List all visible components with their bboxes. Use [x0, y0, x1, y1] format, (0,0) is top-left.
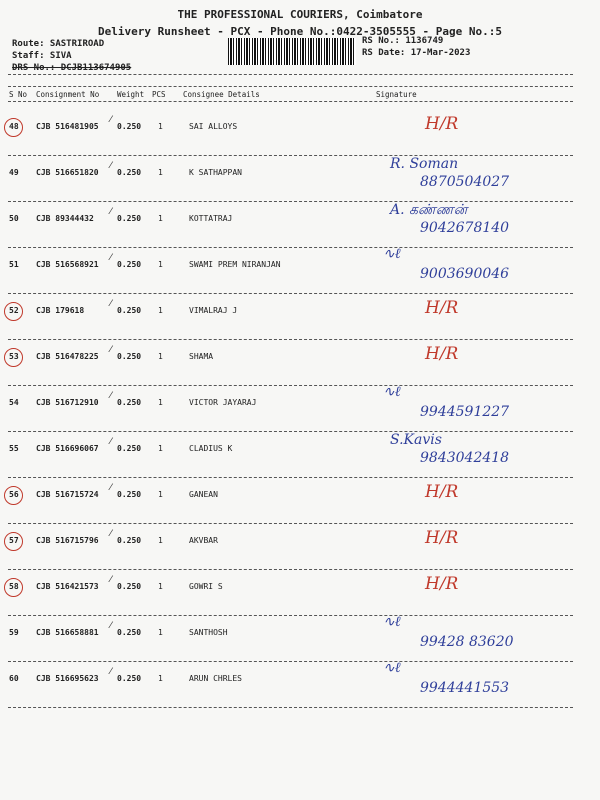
row-sno: 48 — [9, 122, 19, 131]
row-sno: 59 — [9, 628, 19, 637]
row-weight: 0.250 — [117, 168, 142, 177]
row-pcs: 1 — [158, 214, 163, 223]
row-sno: 55 — [9, 444, 19, 453]
route-label: Route: SASTRIROAD — [12, 39, 105, 49]
tick-mark: ⁄ — [110, 621, 112, 631]
row-consignment-no: CJB 516568921 — [36, 260, 99, 269]
row-consignee: KOTTATRAJ — [189, 214, 233, 223]
row-pcs: 1 — [158, 260, 163, 269]
row-consignee: SANTHOSH — [189, 628, 228, 637]
row-weight: 0.250 — [117, 490, 142, 499]
signature-text: 99428 83620 — [420, 634, 514, 650]
signature-text: A. கண்ணன் — [390, 202, 468, 218]
row-consignment-no: CJB 516481905 — [36, 122, 99, 131]
row-consignment-no: CJB 516696067 — [36, 444, 99, 453]
row-sno: 52 — [9, 306, 19, 315]
row-consignee: GOWRI S — [189, 582, 223, 591]
row-consignment-no: CJB 516651820 — [36, 168, 99, 177]
runsheet-title: THE PROFESSIONAL COURIERS, Coimbatore — [177, 8, 423, 21]
tick-mark: ⁄ — [110, 161, 112, 171]
col-weight: Weight — [117, 90, 145, 99]
row-consignment-no: CJB 179618 — [36, 306, 85, 315]
signature-text: H/R — [425, 114, 459, 134]
circle-mark — [4, 486, 23, 505]
row-consignee: SHAMA — [189, 352, 214, 361]
row-pcs: 1 — [158, 490, 163, 499]
tick-mark: ⁄ — [110, 115, 112, 125]
row-consignee: CLADIUS K — [189, 444, 233, 453]
row-consignment-no: CJB 516715724 — [36, 490, 99, 499]
row-weight: 0.250 — [117, 674, 142, 683]
row-pcs: 1 — [158, 122, 163, 131]
row-consignee: SWAMI PREM NIRANJAN — [189, 260, 281, 269]
signature-text: 8870504027 — [420, 174, 510, 190]
row-sno: 49 — [9, 168, 19, 177]
divider-line — [8, 615, 573, 616]
divider-line — [8, 523, 573, 524]
signature-text: 9003690046 — [420, 266, 510, 282]
row-pcs: 1 — [158, 352, 163, 361]
signature-scribble: ∿ℓ — [383, 660, 401, 676]
circle-mark — [4, 348, 23, 367]
divider-line — [8, 431, 573, 432]
col-sno: S No — [9, 90, 28, 99]
signature-text: H/R — [425, 344, 459, 364]
row-weight: 0.250 — [117, 214, 142, 223]
signature-text: 9944591227 — [420, 404, 510, 420]
runsheet-subtitle: Delivery Runsheet - PCX - Phone No.:0422-3505555 - Page No.:5 — [98, 25, 502, 38]
row-pcs: 1 — [158, 398, 163, 407]
signature-text: R. Soman — [390, 156, 459, 172]
signature-text: H/R — [425, 574, 459, 594]
divider-line — [8, 661, 573, 662]
signature-text: S.Kavis — [390, 432, 442, 448]
divider-line — [8, 385, 573, 386]
signature-text: 9042678140 — [420, 220, 510, 236]
row-weight: 0.250 — [117, 260, 142, 269]
tick-mark: ⁄ — [110, 483, 112, 493]
divider-line — [8, 86, 573, 87]
row-pcs: 1 — [158, 444, 163, 453]
row-weight: 0.250 — [117, 122, 142, 131]
tick-mark: ⁄ — [110, 575, 112, 585]
divider-line — [8, 339, 573, 340]
signature-scribble: ∿ℓ — [383, 246, 401, 262]
signature-scribble: ∿ℓ — [383, 384, 401, 400]
barcode-image — [228, 38, 356, 65]
col-signature: Signature — [376, 90, 417, 99]
circle-mark — [4, 302, 23, 321]
rs-number: RS No.: 1136749 — [362, 36, 444, 46]
row-consignee: ARUN CHRLES — [189, 674, 242, 683]
row-sno: 50 — [9, 214, 19, 223]
tick-mark: ⁄ — [110, 299, 112, 309]
row-consignee: VIMALRAJ J — [189, 306, 238, 315]
row-sno: 53 — [9, 352, 19, 361]
divider-line — [8, 707, 573, 708]
signature-text: 9944441553 — [420, 680, 510, 696]
row-pcs: 1 — [158, 306, 163, 315]
tick-mark: ⁄ — [110, 207, 112, 217]
col-consignee: Consignee Details — [183, 90, 260, 99]
row-pcs: 1 — [158, 582, 163, 591]
divider-line — [8, 201, 573, 202]
row-weight: 0.250 — [117, 628, 142, 637]
row-consignee: K SATHAPPAN — [189, 168, 242, 177]
tick-mark: ⁄ — [110, 391, 112, 401]
row-pcs: 1 — [158, 536, 163, 545]
signature-text: H/R — [425, 528, 459, 548]
row-pcs: 1 — [158, 168, 163, 177]
divider-line — [8, 74, 573, 75]
row-consignment-no: CJB 516421573 — [36, 582, 99, 591]
signature-text: H/R — [425, 298, 459, 318]
tick-mark: ⁄ — [110, 345, 112, 355]
circle-mark — [4, 532, 23, 551]
signature-text: H/R — [425, 482, 459, 502]
tick-mark: ⁄ — [110, 253, 112, 263]
tick-mark: ⁄ — [110, 529, 112, 539]
divider-line — [8, 101, 573, 102]
divider-line — [8, 477, 573, 478]
row-consignment-no: CJB 516695623 — [36, 674, 99, 683]
signature-text: 9843042418 — [420, 450, 510, 466]
row-consignee: GANEAN — [189, 490, 218, 499]
col-pcs: PCS — [152, 90, 166, 99]
row-consignment-no: CJB 516715796 — [36, 536, 99, 545]
staff-label: Staff: SIVA — [12, 51, 72, 61]
row-weight: 0.250 — [117, 444, 142, 453]
divider-line — [8, 569, 573, 570]
row-sno: 54 — [9, 398, 19, 407]
drs-number: DRS No.: DCJB113674905 — [12, 63, 132, 73]
row-consignee: AKVBAR — [189, 536, 218, 545]
row-weight: 0.250 — [117, 398, 142, 407]
row-sno: 60 — [9, 674, 19, 683]
row-sno: 57 — [9, 536, 19, 545]
row-consignment-no: CJB 516658881 — [36, 628, 99, 637]
rs-date: RS Date: 17-Mar-2023 — [362, 48, 471, 58]
row-weight: 0.250 — [117, 306, 142, 315]
row-weight: 0.250 — [117, 536, 142, 545]
row-sno: 56 — [9, 490, 19, 499]
row-pcs: 1 — [158, 628, 163, 637]
divider-line — [8, 293, 573, 294]
row-consignment-no: CJB 516478225 — [36, 352, 99, 361]
divider-line — [8, 247, 573, 248]
row-consignment-no: CJB 89344432 — [36, 214, 94, 223]
row-sno: 51 — [9, 260, 19, 269]
tick-mark: ⁄ — [110, 667, 112, 677]
circle-mark — [4, 118, 23, 137]
row-consignee: SAI ALLOYS — [189, 122, 238, 131]
row-weight: 0.250 — [117, 352, 142, 361]
divider-line — [8, 155, 573, 156]
row-pcs: 1 — [158, 674, 163, 683]
tick-mark: ⁄ — [110, 437, 112, 447]
row-consignee: VICTOR JAYARAJ — [189, 398, 257, 407]
signature-scribble: ∿ℓ — [383, 614, 401, 630]
row-consignment-no: CJB 516712910 — [36, 398, 99, 407]
col-consignment: Consignment No — [36, 90, 100, 99]
row-weight: 0.250 — [117, 582, 142, 591]
row-sno: 58 — [9, 582, 19, 591]
circle-mark — [4, 578, 23, 597]
